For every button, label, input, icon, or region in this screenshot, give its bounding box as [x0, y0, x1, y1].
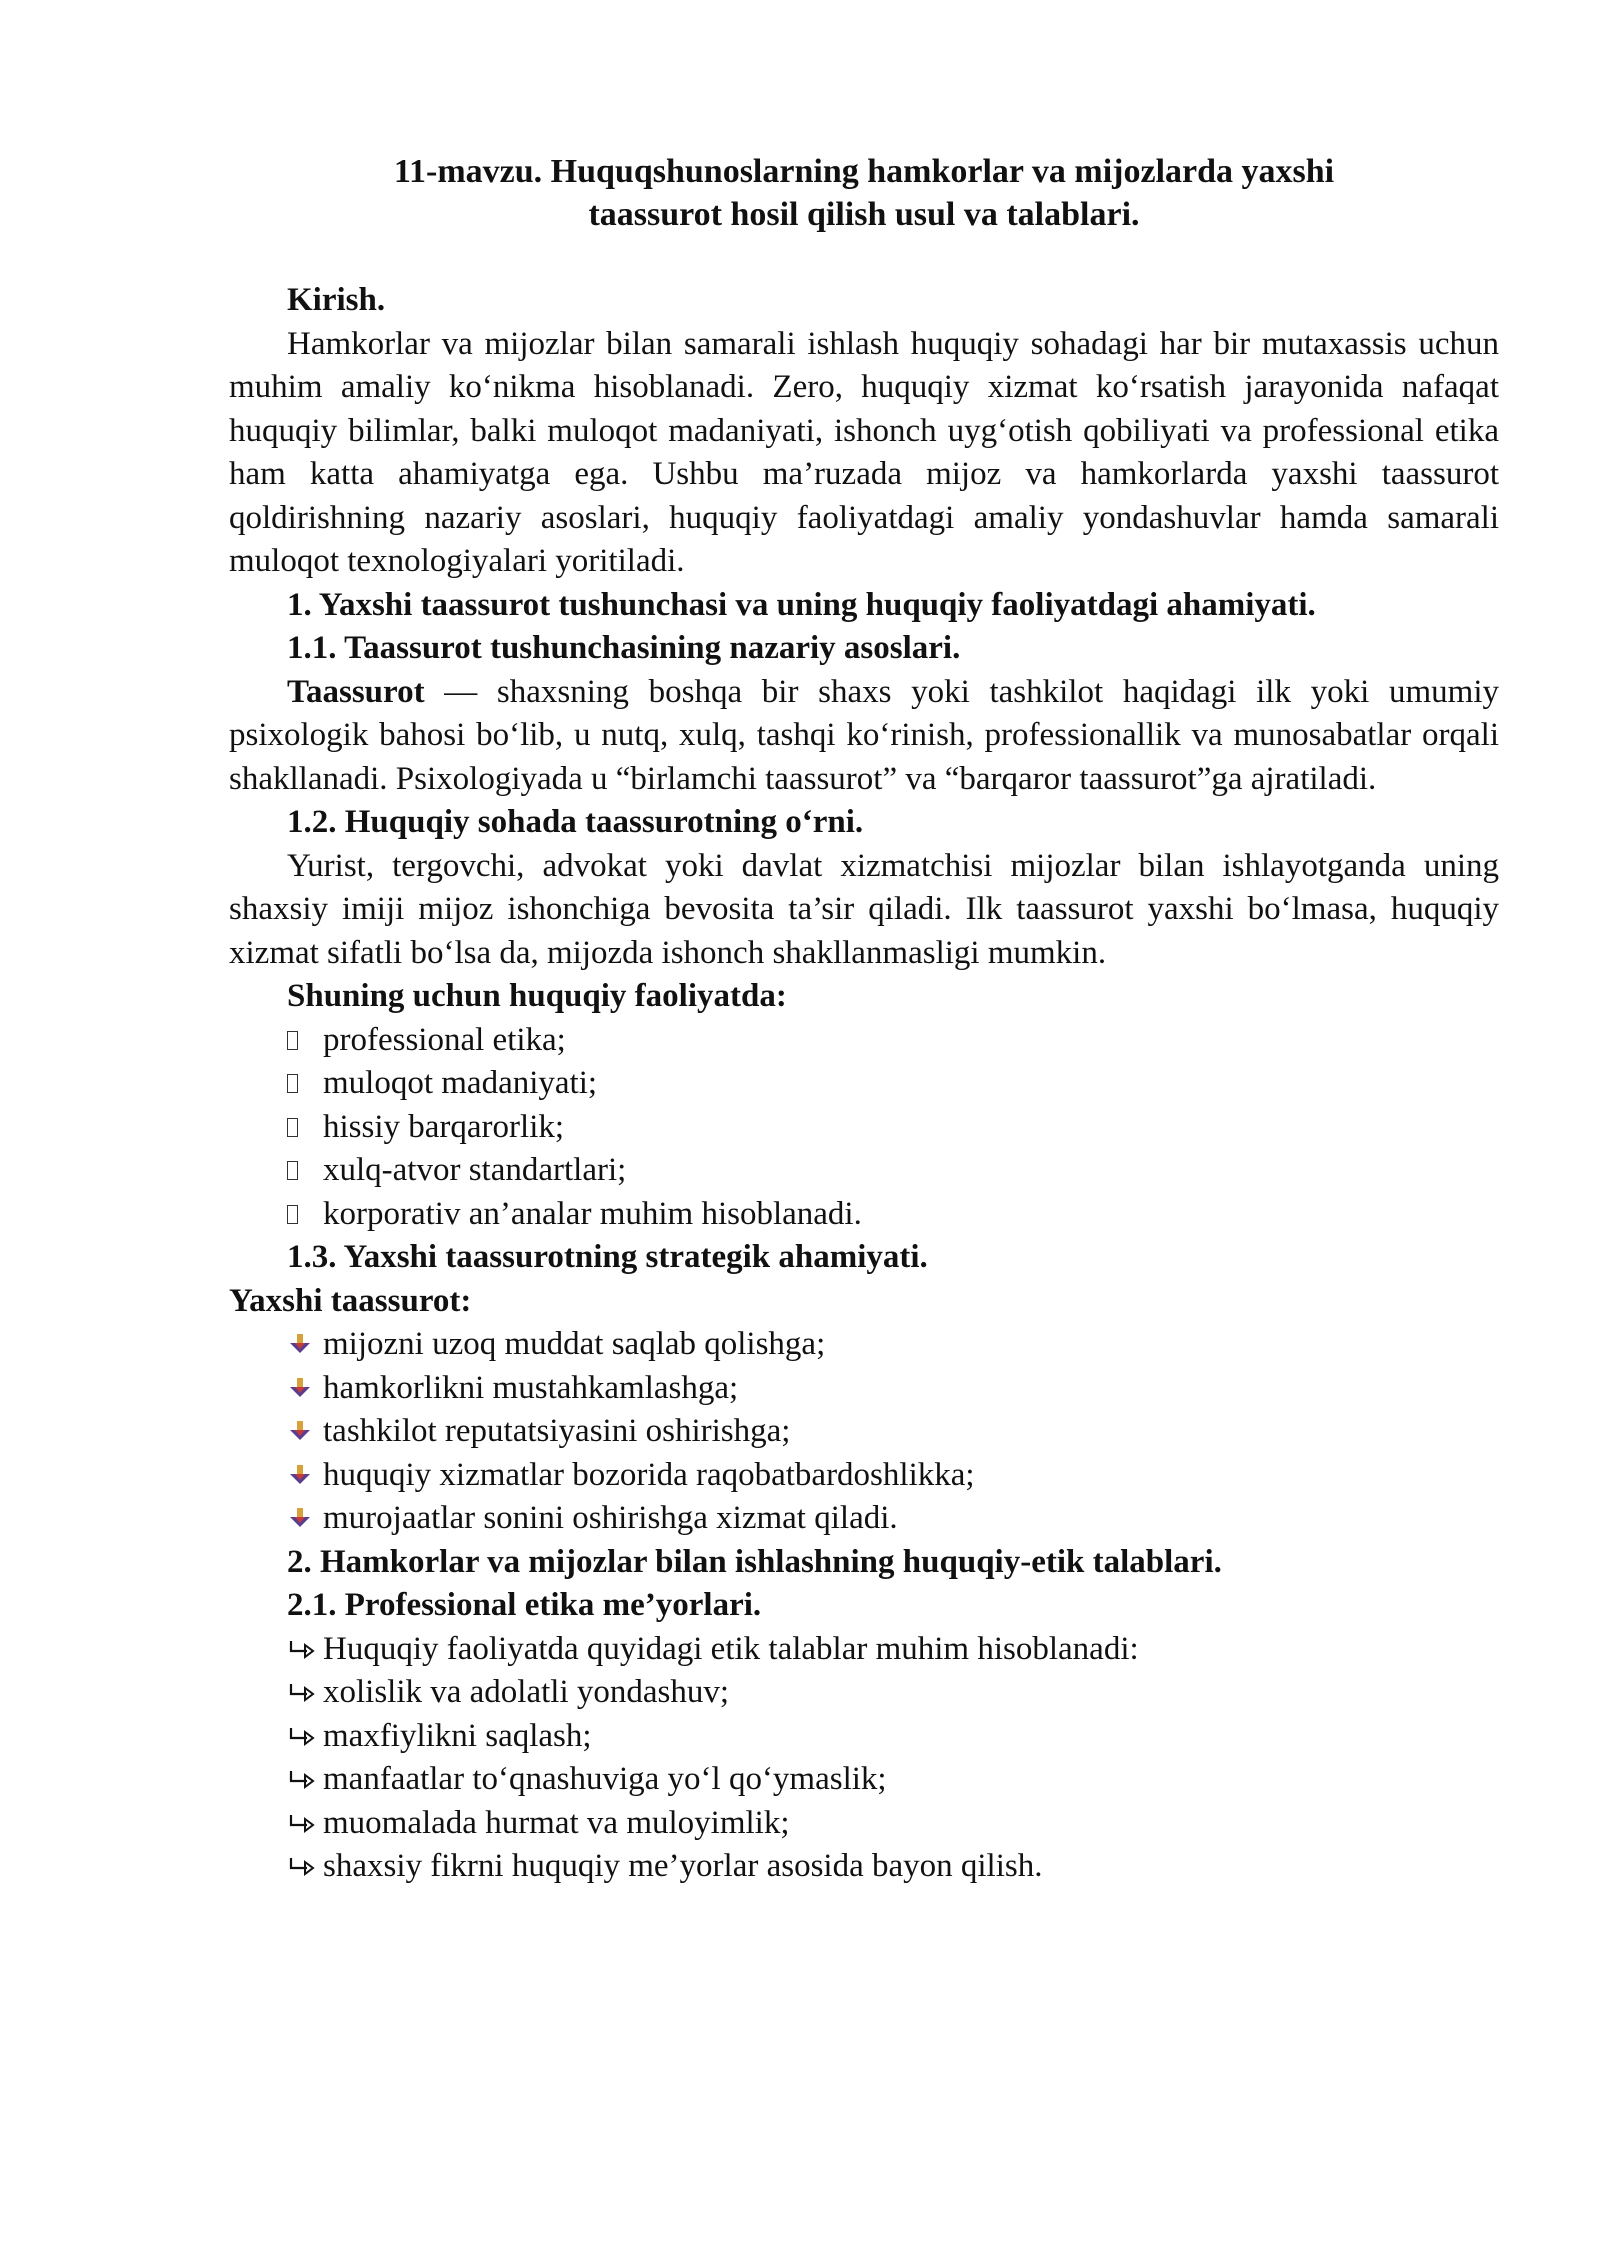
hook-arrow-bullet-icon	[287, 1812, 315, 1838]
square-bullet-icon	[287, 1161, 298, 1180]
section-2-heading: 2. Hamkorlar va mijozlar bilan ishlashning huquqiy-etik talablari.	[287, 1543, 1222, 1580]
list-item: murojaatlar sonini oshirishga xizmat qiladi.	[229, 1497, 1499, 1541]
down-arrow-bullet-icon	[287, 1375, 313, 1401]
list-item: maxfiylikni saqlash;	[229, 1715, 1499, 1759]
list-item: muomalada hurmat va muloyimlik;	[229, 1802, 1499, 1846]
list-1	[229, 1019, 1499, 1237]
down-arrow-bullet-icon	[287, 1418, 313, 1444]
term-definition: — shaxsning boshqa bir shaxs yoki tashkilot haqidagi ilk yoki umumiy psixologik bahosi bo‘lib, u nutq, xulq, tashqi ko‘rinish, professionallik va munosabatlar orqali shakllanadi. Psixologiyada u “birlamchi taassurot” va “barqaror taassurot”ga ajratiladi.	[229, 673, 1499, 797]
list-item: hamkorlikni mustahkamlashga;	[229, 1367, 1499, 1411]
list-item: Huquqiy faoliyatda quyidagi etik talablar muhim hisoblanadi:	[229, 1628, 1499, 1672]
intro-heading: Kirish.	[287, 282, 386, 318]
hook-arrow-bullet-icon	[287, 1768, 315, 1794]
list-item: shaxsiy fikrni huquqiy me’yorlar asosida bayon qilish.	[229, 1845, 1499, 1889]
section-1-2-heading: 1.2. Huquqiy sohada taassurotning o‘rni.	[287, 804, 864, 840]
hook-arrow-bullet-icon	[287, 1725, 315, 1751]
section-1-1-paragraph	[229, 671, 1499, 802]
hook-arrow-bullet-icon	[287, 1681, 315, 1707]
list-item: xulq-atvor standartlari;	[229, 1149, 1499, 1193]
section-1-heading: 1. Yaxshi taassurot tushunchasi va uning huquqiy faoliyatdagi ahamiyati.	[287, 586, 1316, 623]
list-item: hissiy barqarorlik;	[229, 1106, 1499, 1150]
square-bullet-icon	[287, 1205, 298, 1224]
down-arrow-bullet-icon	[287, 1462, 313, 1488]
list-item: xolislik va adolatli yondashuv;	[229, 1671, 1499, 1715]
title-line-2: taassurot hosil qilish usul va talablari.	[588, 196, 1140, 233]
list-item: korporativ an’analar muhim hisoblanadi.	[229, 1193, 1499, 1237]
intro-paragraph: Hamkorlar va mijozlar bilan samarali ishlash huquqiy sohadagi har bir mutaxassis uchun muhim amaliy ko‘nikma hisoblanadi. Zero, huquqiy xizmat ko‘rsatish jarayonida nafaqat huquqiy bilimlar, balki muloqot madaniyati, ishonch uyg‘otish qobiliyati va professional etika ham katta ahamiyatga ega. Ushbu ma’ruzada mijoz va hamkorlarda yaxshi taassurot qoldirishning nazariy asoslari, huquqiy faoliyatdagi amaliy yondashuvlar hamda samarali muloqot texnologiyalari yoritiladi.	[229, 325, 1499, 579]
list-item: huquqiy xizmatlar bozorida raqobatbardoshlikka;	[229, 1454, 1499, 1498]
title-line-1: 11-mavzu. Huquqshunoslarning hamkorlar va mijozlarda yaxshi	[393, 153, 1335, 190]
section-1-3-heading: 1.3. Yaxshi taassurotning strategik ahamiyati.	[287, 1239, 928, 1275]
list-1-heading: Shuning uchun huquqiy faoliyatda:	[287, 978, 787, 1014]
section-1-1-heading: 1.1. Taassurot tushunchasining nazariy asoslari.	[287, 630, 961, 666]
list-item: tashkilot reputatsiyasini oshirishga;	[229, 1410, 1499, 1454]
section-2-1-heading: 2.1. Professional etika me’yorlari.	[287, 1587, 762, 1623]
square-bullet-icon	[287, 1031, 298, 1050]
list-item: professional etika;	[229, 1019, 1499, 1063]
down-arrow-bullet-icon	[287, 1331, 313, 1357]
section-1-2-paragraph: Yurist, tergovchi, advokat yoki davlat xizmatchisi mijozlar bilan ishlayotganda uning shaxsiy imiji mijoz ishonchiga bevosita ta’sir qiladi. Ilk taassurot yaxshi bo‘lmasa, huquqiy xizmat sifatli bo‘lsa da, mijozda ishonch shakllanmasligi mumkin.	[229, 847, 1499, 971]
list-item: muloqot madaniyati;	[229, 1062, 1499, 1106]
document-title	[229, 150, 1499, 236]
term-taassurot: Taassurot	[287, 673, 425, 710]
square-bullet-icon	[287, 1118, 298, 1137]
list-3	[229, 1628, 1499, 1889]
hook-arrow-bullet-icon	[287, 1638, 315, 1664]
document-page	[229, 150, 1499, 1889]
hook-arrow-bullet-icon	[287, 1855, 315, 1881]
list-item: mijozni uzoq muddat saqlab qolishga;	[229, 1323, 1499, 1367]
square-bullet-icon	[287, 1074, 298, 1093]
list-2	[229, 1323, 1499, 1541]
list-2-heading: Yaxshi taassurot:	[229, 1282, 472, 1319]
list-item: manfaatlar to‘qnashuviga yo‘l qo‘ymaslik;	[229, 1758, 1499, 1802]
down-arrow-bullet-icon	[287, 1505, 313, 1531]
